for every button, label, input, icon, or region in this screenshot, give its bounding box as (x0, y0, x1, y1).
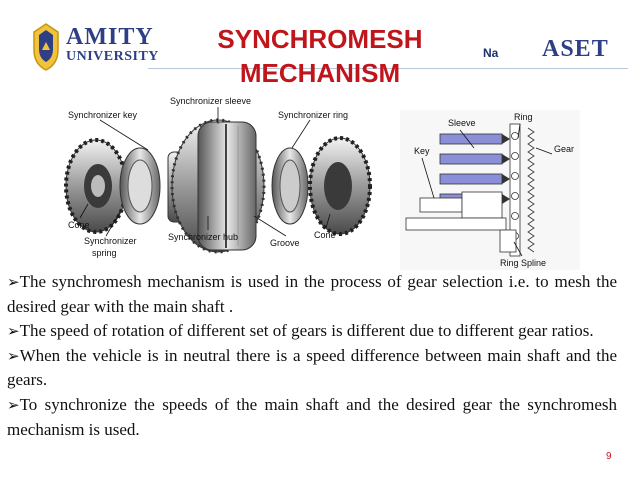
logo-text (66, 24, 159, 64)
label-groove: Groove (270, 238, 300, 248)
label-spring-line-2: spring (92, 248, 117, 258)
label-synchronizer-ring: Synchronizer ring (278, 110, 349, 120)
bullet-arrow-icon: ➢ (7, 346, 20, 365)
label-synchronizer-key: Synchronizer key (68, 110, 138, 120)
label-cone-left: Cone (68, 220, 90, 230)
label-synchronizer-hub: Synchronizer hub (168, 232, 239, 242)
bullet-item (7, 319, 617, 344)
department-logo: ASET (542, 36, 609, 62)
bullet-text: When the vehicle is in neutral there is a speed difference between main shaft and the gears. (7, 345, 617, 390)
label-synchronizer-sleeve: Synchronizer sleeve (170, 96, 252, 106)
synchronizer-exploded-diagram (58, 94, 398, 266)
label-ring-spline: Ring Spline (500, 258, 547, 268)
right-cone-gear (310, 138, 370, 234)
label-gear: Gear (554, 144, 575, 154)
amity-emblem-icon (28, 20, 64, 74)
presenter-abbrev: Na (483, 46, 499, 60)
university-logo (28, 20, 159, 78)
slide-title (170, 22, 470, 90)
left-cone-gear (66, 140, 126, 232)
label-sleeve: Sleeve (448, 118, 476, 128)
bullet-arrow-icon: ➢ (7, 395, 20, 414)
bullet-text: The speed of rotation of different set of gears is different due to different gear ratios. (19, 321, 594, 341)
label-key: Key (414, 146, 430, 156)
right-synchronizer-ring (272, 148, 308, 224)
left-synchronizer-ring (120, 148, 160, 224)
label-spring-line-1: Synchronizer (84, 236, 137, 246)
bullet-arrow-icon: ➢ (7, 273, 20, 291)
label-ring: Ring (514, 112, 533, 122)
logo-name: AMITY (66, 24, 154, 50)
synchronizer-schematic (400, 110, 582, 272)
bullet-item (7, 270, 617, 319)
bullet-text: To synchronize the speeds of the main shaft and the desired gear the synchromesh mechanism is used. (7, 394, 617, 439)
bullet-arrow-icon: ➢ (7, 322, 20, 341)
bullet-text: The synchromesh mechanism is used in the process of gear selection i.e. to mesh the desired gear with the main shaft . (7, 272, 617, 316)
bullet-item (7, 344, 617, 393)
title-line-1: SYNCHROMESH (217, 24, 423, 54)
page-number: 9 (606, 451, 612, 462)
title-line-2: MECHANISM (239, 58, 401, 88)
label-cone-right: Cone (314, 230, 336, 240)
bullet-item (7, 393, 617, 442)
logo-subtitle: UNIVERSITY (66, 49, 159, 64)
bullet-list (7, 270, 617, 442)
